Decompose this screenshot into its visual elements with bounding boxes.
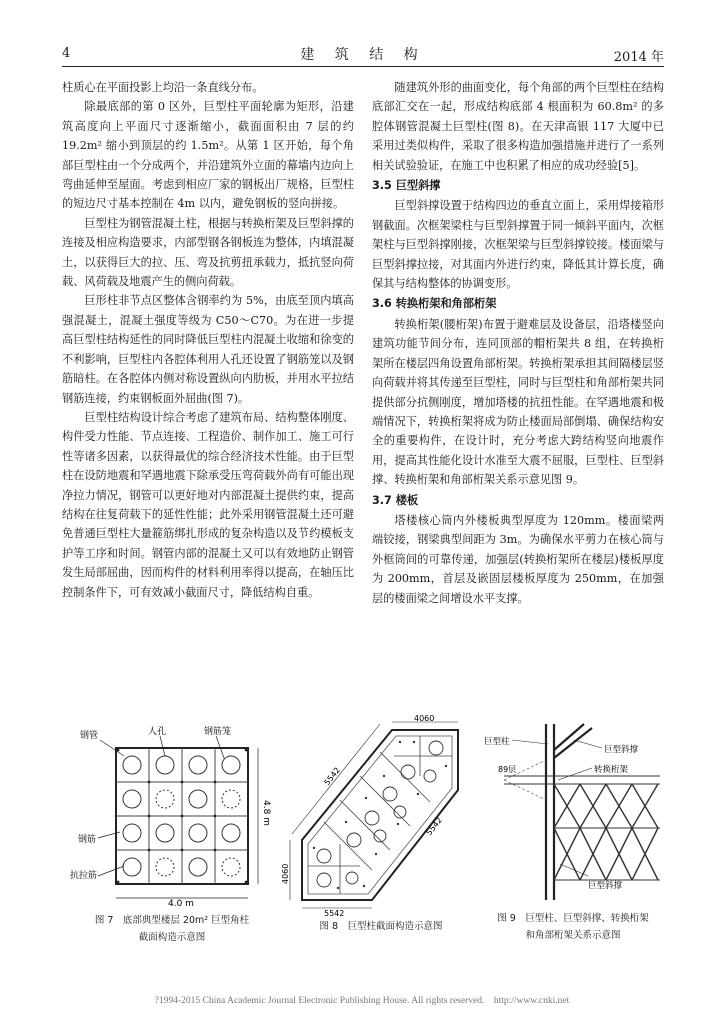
journal-title: 建 筑 结 构 bbox=[300, 47, 426, 63]
dim-top: 4060 bbox=[414, 714, 435, 723]
figure-9-drawing bbox=[484, 724, 660, 904]
body-paragraph: 巨型柱为钢管混凝土柱，根据与转换桁架及巨型斜撑的连接及相应构造要求，内部型钢各钢板连为整体，内填混凝土，以获得巨大的拉、压、弯及抗剪扭承载力，抵抗竖向荷载、风荷载及地震产生的侧向荷载。 bbox=[62, 216, 354, 289]
copyright-footer: ?1994-2015 China Academic Journal Electronic Publishing House. All rights reserved. http://www.cnki.net bbox=[154, 996, 570, 1006]
header-rule bbox=[62, 66, 664, 67]
label-mega-brace-top: 巨型斜撑 bbox=[604, 745, 639, 755]
label-rebar-cage: 钢筋笼 bbox=[204, 727, 232, 737]
figure-7 bbox=[64, 726, 271, 909]
label-transfer-truss: 转换桁架 bbox=[594, 765, 629, 775]
section-heading: 3.6 转换桁架和角部桁架 bbox=[372, 297, 497, 311]
body-paragraph: 除最底部的第 0 区外，巨型柱平面轮廓为矩形，沿建筑高度向上平面尺寸逐渐缩小，截面面积由 7 层的约 19.2m² 缩小到顶层的约 1.5m²。从第 1 区开始，每个角部巨型柱由一个分成两个，并沿建筑外立面的幕墙内边向上弯曲延伸至屋面。考虑到相应厂家的钢板出厂规格，巨型柱的短边尺寸基本控制在 4m 以内，避免钢板的竖向拼接。 bbox=[62, 100, 354, 211]
right-column bbox=[372, 78, 664, 608]
page-number: 4 bbox=[62, 46, 71, 61]
section-heading: 3.7 楼板 bbox=[372, 493, 419, 507]
body-paragraph: 巨形柱非节点区整体含钢率约为 5%，由底至顶内填高强混凝土，混凝土强度等级为 C50～C70。为在进一步提高巨型柱结构延性的同时降低巨型柱内混凝土收缩和徐变的不利影响，巨型柱内各腔体利用人孔还设置了钢筋笼以及钢筋暗柱。在各腔体内侧对称设置纵向内肋板，并用水平拉结钢筋连接，约束钢板面外屈曲(图 7)。 bbox=[62, 294, 354, 405]
label-rebar: 钢筋 bbox=[78, 835, 97, 845]
label-manhole: 人孔 bbox=[148, 727, 167, 737]
label-tie-bar: 抗拉筋 bbox=[70, 871, 98, 881]
body-paragraph: 柱质心在平面投影上均沿一条直线分布。 bbox=[62, 81, 264, 94]
figure-8-drawing bbox=[280, 716, 470, 916]
label-floor-89: 89层 bbox=[498, 765, 517, 774]
left-column bbox=[62, 78, 354, 602]
label-width: 4.0 m bbox=[168, 899, 194, 909]
body-paragraph: 巨型柱结构设计综合考虑了建筑布局、结构整体刚度、构件受力性能、节点连接、工程造价、制作加工、施工可行性等诸多因素，以获得最优的综合经济技术性能。由于巨型柱在设防地震和罕遇地震下除承受压弯荷载外尚有可能出现净拉力情况，钢管可以更好地对内部混凝土提供约束，提高结构在往复荷载下的延性性能；此外采用钢管混凝土还可避免普通巨型柱大量箍筋绑扎形成的复杂构造以及节约模板支护等工序和时间。钢管内部的混凝土又可以有效地防止钢管发生局部屈曲，因而构件的材料利用率得以提高，在轴压比控制条件下，可有效减小截面尺寸，降低结构自重。 bbox=[62, 410, 354, 599]
body-paragraph: 转换桁架(腰桁架)布置于避难层及设备层，沿塔楼竖向建筑功能节间分布，连同顶部的帽桁架共 8 组，在转换桁架所在楼层四角设置角部桁架。转换桁架承担其间隔楼层竖向荷载并将其传递至巨型柱，同时与巨型柱和角部桁架共同提供部分抗侧刚度，增加塔楼的抗扭性能。在罕遇地震和极端情况下，转换桁架将成为防止楼面局部倒塌、确保结构安全的重要构件，在设计时，充分考虑大跨结构竖向地震作用，提高其性能化设计水准至大震不屈服，巨型柱、巨型斜撑、转换桁架和角部桁架关系示意见图 9。 bbox=[372, 317, 664, 487]
label-mega-brace-bottom: 巨型斜撑 bbox=[588, 881, 623, 891]
dim-diagonal-2: 5542 bbox=[424, 815, 445, 838]
running-header bbox=[62, 44, 664, 66]
issue-year: 2014 年 bbox=[613, 50, 664, 65]
figure-9-caption bbox=[482, 910, 664, 944]
label-mega-column: 巨型柱 bbox=[484, 737, 510, 747]
figure-7-caption-line1: 图 7 底部典型楼层 20m² 巨型角柱 bbox=[94, 915, 250, 926]
figure-7-drawing bbox=[64, 726, 271, 909]
body-paragraph: 塔楼核心筒内外楼板典型厚度为 120mm。楼面梁两端铰接，钢梁典型间距为 3m。为确保水平剪力在核心筒与外框筒间的可靠传递，加强层(转换桁架所在楼层)楼板厚度为 200mm，首层及嵌固层楼板厚度为 250mm，在加强层的楼面梁之间增设水平支撑。 bbox=[372, 513, 664, 605]
section-heading: 3.5 巨型斜撑 bbox=[372, 179, 441, 193]
dim-diagonal-1: 5542 bbox=[322, 765, 343, 788]
body-paragraph: 随建筑外形的曲面变化，每个角部的两个巨型柱在结构底部汇交在一起，形成结构底部 4 根面积为 60.8m² 的多腔体钢管混凝土巨型柱(图 8)。在天津高银 117 大厦中已采用过类似构件，采取了很多构造加强措施并进行了一系列相关试验验证，在施工中也积累了相应的成功经验[5]。 bbox=[372, 81, 664, 172]
body-paragraph: 巨型斜撑设置于结构四边的垂直立面上，采用焊接箱形钢截面。次框架梁柱与巨型斜撑置于同一倾斜平面内，次框架柱与巨型斜撑刚接，次框架梁与巨型斜撑铰接。楼面梁与巨型斜撑拉接，对其面内外进行约束，降低其计算长度，确保其与结构整体的协调变形。 bbox=[372, 199, 664, 291]
dim-bottom: 5542 bbox=[324, 909, 345, 918]
label-steel-tube: 钢管 bbox=[80, 731, 99, 741]
figure-9-caption-line1: 图 9 巨型柱、巨型斜撑、转换桁架 bbox=[497, 913, 649, 924]
figure-9 bbox=[484, 724, 660, 904]
figure-8-caption: 图 8 巨型柱截面构造示意图 bbox=[319, 921, 443, 932]
figure-8 bbox=[280, 716, 470, 916]
label-height: 4.8 m bbox=[261, 800, 271, 826]
figure-9-caption-line2: 和角部桁架关系示意图 bbox=[525, 930, 621, 941]
figure-7-caption-line2: 截面构造示意图 bbox=[138, 932, 206, 943]
figure-7-caption bbox=[72, 912, 272, 946]
dim-left: 4060 bbox=[281, 863, 290, 884]
